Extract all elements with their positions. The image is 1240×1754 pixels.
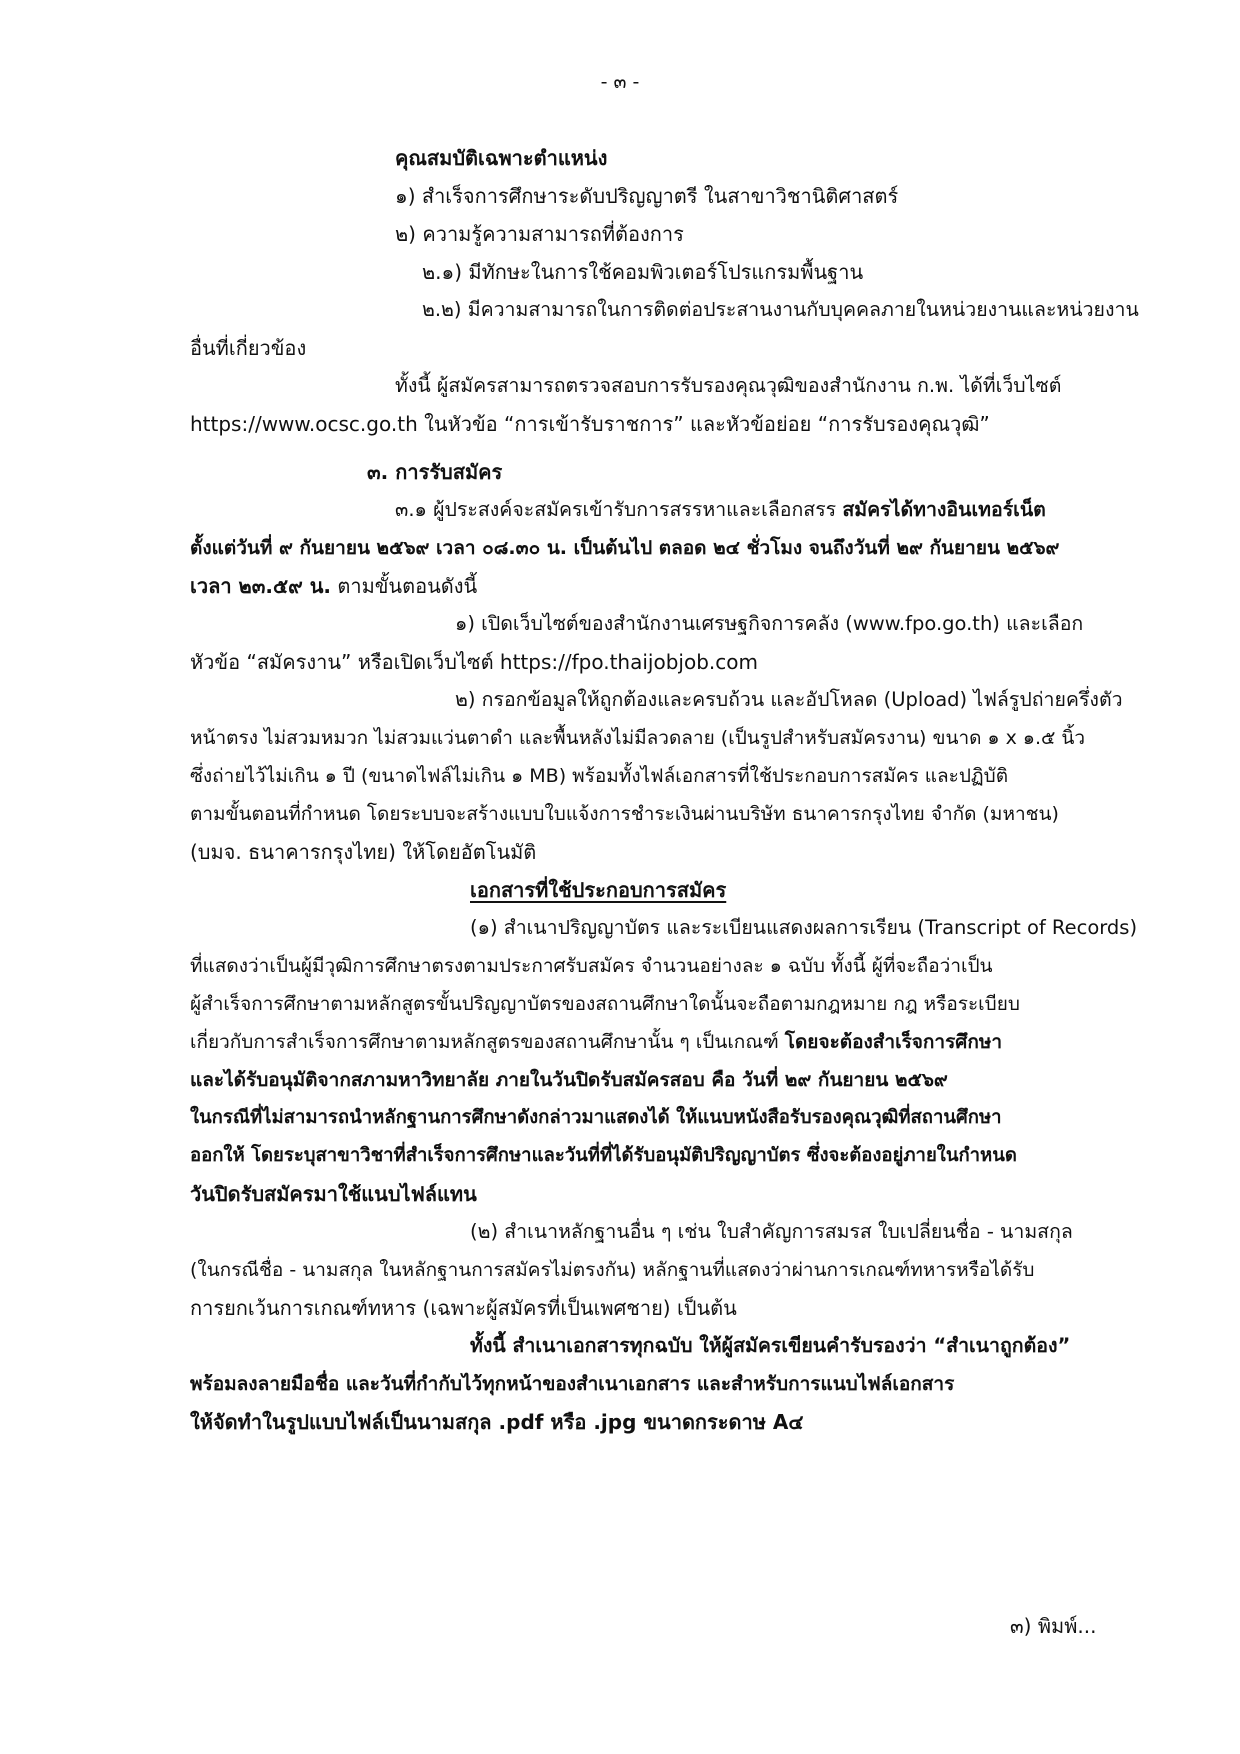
application-step-1-cont: หัวข้อ “สมัครงาน” หรือเปิดเว็บไซต์ https://fpo.thaijobjob.com — [190, 650, 758, 674]
application-heading: ๓. การรับสมัคร — [367, 460, 503, 484]
application-3-1-internet: สมัครได้ทางอินเทอร์เน็ต — [842, 498, 1046, 521]
document-1-line5: และได้รับอนุมัติจากสภามหาวิทยาลัย ภายในวันปิดรับสมัครสอบ คือ วันที่ ๒๙ กันยายน ๒๕๖๙ — [190, 1069, 948, 1091]
application-period: ตั้งแต่วันที่ ๙ กันยายน ๒๕๖๙ เวลา ๐๘.๓๐ น. เป็นต้นไป ตลอด ๒๔ ชั่วโมง จนถึงวันที่ ๒๙ กันยายน ๒๕๖๙ — [190, 537, 1060, 559]
application-steps-intro: ตามขั้นตอนดังนี้ — [331, 574, 478, 598]
document-1: (๑) สำเนาปริญญาบัตร และระเบียนแสดงผลการเรียน (Transcript of Records) — [470, 916, 1138, 939]
documents-heading: เอกสารที่ใช้ประกอบการสมัคร — [470, 878, 727, 902]
certification-note-line2: พร้อมลงลายมือชื่อ และวันที่กำกับไว้ทุกหน้าของสำเนาเอกสาร และสำหรับการแนบไฟล์เอกสาร — [190, 1373, 955, 1395]
qualification-note: ทั้งนี้ ผู้สมัครสามารถตรวจสอบการรับรองคุณวุฒิของสำนักงาน ก.พ. ได้ที่เว็บไซต์ — [395, 374, 1062, 397]
document-1-line2: ที่แสดงว่าเป็นผู้มีวุฒิการศึกษาตรงตามประกาศรับสมัคร จำนวนอย่างละ ๑ ฉบับ ทั้งนี้ ผู้ที่จะถือว่าเป็น — [190, 955, 993, 977]
document-1-line4 — [190, 1028, 1002, 1056]
document-1-line3: ผู้สำเร็จการศึกษาตามหลักสูตรขั้นปริญญาบัตรของสถานศึกษาใดนั้นจะถือตามกฎหมาย กฎ หรือระเบียบ — [190, 993, 1020, 1015]
qualifications-heading: คุณสมบัติเฉพาะตำแหน่ง — [395, 146, 608, 170]
continuation-marker: ๓) พิมพ์... — [1010, 1614, 1097, 1638]
document-1-line8: วันปิดรับสมัครมาใช้แนบไฟล์แทน — [190, 1182, 477, 1206]
application-step-2-line3: ซึ่งถ่ายไว้ไม่เกิน ๑ ปี (ขนาดไฟล์ไม่เกิน ๑ MB) พร้อมทั้งไฟล์เอกสารที่ใช้ประกอบการสมัคร และปฏิบัติ — [190, 765, 1009, 787]
page-number: - ๓ - — [600, 71, 640, 93]
document-2: (๒) สำเนาหลักฐานอื่น ๆ เช่น ใบสำคัญการสมรส ใบเปลี่ยนชื่อ - นามสกุล — [470, 1220, 1073, 1243]
document-1-line4-bold: โดยจะต้องสำเร็จการศึกษา — [784, 1031, 1003, 1053]
qualification-item-1: ๑) สำเร็จการศึกษาระดับปริญญาตรี ในสาขาวิชานิติศาสตร์ — [395, 184, 899, 208]
document-2-line3: การยกเว้นการเกณฑ์ทหาร (เฉพาะผู้สมัครที่เป็นเพศชาย) เป็นต้น — [190, 1296, 737, 1320]
certification-note: ทั้งนี้ สำเนาเอกสารทุกฉบับ ให้ผู้สมัครเขียนคำรับรองว่า “สำเนาถูกต้อง” — [470, 1334, 1071, 1357]
document-1-line6: ในกรณีที่ไม่สามารถนำหลักฐานการศึกษาดังกล่าวมาแสดงได้ ให้แนบหนังสือรับรองคุณวุฒิที่สถานศึกษา — [190, 1107, 1002, 1128]
application-step-2-line2: หน้าตรง ไม่สวมหมวก ไม่สวมแว่นตาดำ และพื้นหลังไม่มีลวดลาย (เป็นรูปสำหรับสมัครงาน) ขนาด ๑ x ๑.๕ นิ้ว — [190, 727, 1086, 749]
application-deadline-time: เวลา ๒๓.๕๙ น. — [190, 574, 331, 598]
qualification-item-2-2-cont: อื่นที่เกี่ยวข้อง — [190, 336, 307, 360]
document-1-line4-text: เกี่ยวกับการสำเร็จการศึกษาตามหลักสูตรของสถานศึกษานั้น ๆ เป็นเกณฑ์ — [190, 1031, 785, 1053]
qualification-item-2-2: ๒.๒) มีความสามารถในการติดต่อประสานงานกับบุคคลภายในหน่วยงานและหน่วยงาน — [422, 298, 1139, 321]
qualification-item-2-1: ๒.๑) มีทักษะในการใช้คอมพิวเตอร์โปรแกรมพื้นฐาน — [422, 260, 864, 284]
document-1-line7: ออกให้ โดยระบุสาขาวิชาที่สำเร็จการศึกษาและวันที่ที่ได้รับอนุมัติปริญญาบัตร ซึ่งจะต้องอยู่ภายในกำหนด — [190, 1145, 1017, 1166]
application-3-1-text: ๓.๑ ผู้ประสงค์จะสมัครเข้ารับการสรรหาและเลือกสรร — [395, 498, 843, 521]
document-2-line2: (ในกรณีชื่อ - นามสกุล ในหลักฐานการสมัครไม่ตรงกัน) หลักฐานที่แสดงว่าผ่านการเกณฑ์ทหารหรือได้รับ — [190, 1259, 1035, 1281]
certification-note-line3: ให้จัดทำในรูปแบบไฟล์เป็นนามสกุล .pdf หรือ .jpg ขนาดกระดาษ A๔ — [190, 1410, 804, 1434]
application-step-2-line5: (บมจ. ธนาคารกรุงไทย) ให้โดยอัตโนมัติ — [190, 840, 537, 864]
application-step-2: ๒) กรอกข้อมูลให้ถูกต้องและครบถ้วน และอัปโหลด (Upload) ไฟล์รูปถ่ายครึ่งตัว — [455, 688, 1123, 711]
qualification-note-cont: https://www.ocsc.go.th ในหัวข้อ “การเข้ารับราชการ” และหัวข้อย่อย “การรับรองคุณวุฒิ” — [190, 412, 990, 436]
qualification-item-2: ๒) ความรู้ความสามารถที่ต้องการ — [395, 222, 684, 246]
application-3-1-line1 — [395, 496, 1046, 524]
application-step-1: ๑) เปิดเว็บไซต์ของสำนักงานเศรษฐกิจการคลัง (www.fpo.go.th) และเลือก — [455, 612, 1084, 635]
application-step-2-line4: ตามขั้นตอนที่กำหนด โดยระบบจะสร้างแบบใบแจ้งการชำระเงินผ่านบริษัท ธนาคารกรุงไทย จำกัด (มหาชน) — [190, 803, 1059, 825]
application-3-1-line3 — [190, 572, 477, 600]
